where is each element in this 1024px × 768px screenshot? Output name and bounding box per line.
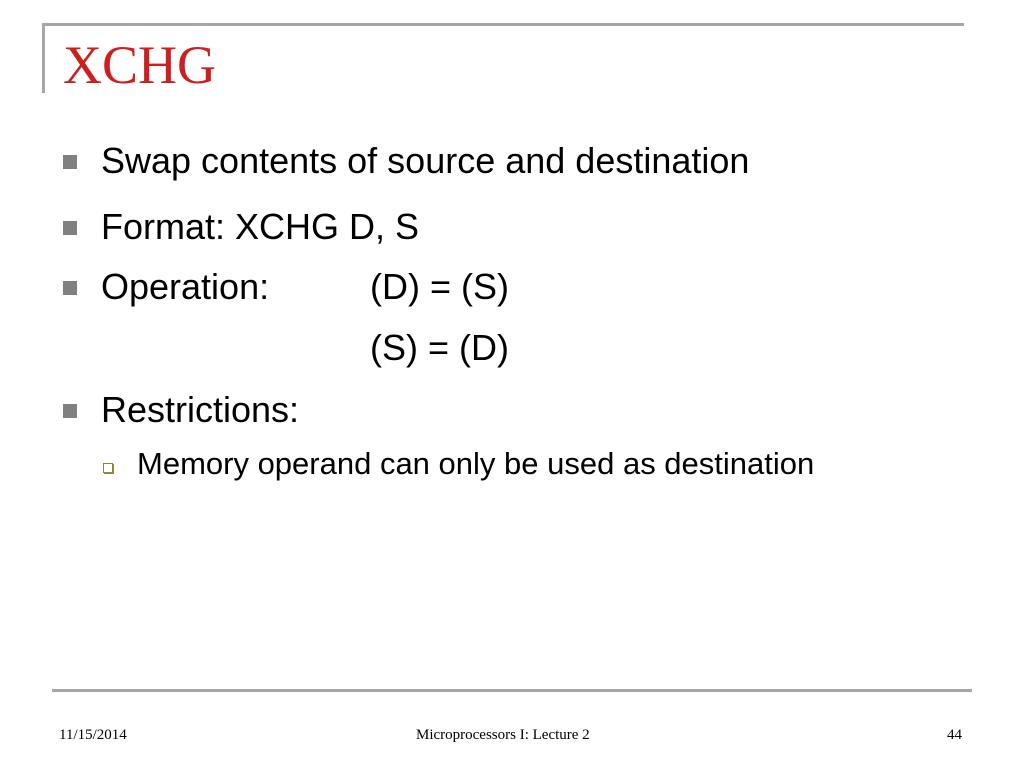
- operation-line-2: (S) = (D): [370, 327, 509, 368]
- bullet-swap-contents: Swap contents of source and destination: [101, 140, 750, 181]
- footer-rule: [52, 689, 972, 692]
- slide-title: XCHG: [63, 35, 217, 95]
- sub-bullet-memory-operand: Memory operand can only be used as destination: [137, 446, 815, 481]
- operation-line-1: (D) = (S): [370, 266, 509, 307]
- square-bullet-icon: [63, 221, 77, 235]
- bullet-operation: Operation:: [101, 266, 270, 307]
- frame-top-rule: [42, 23, 964, 26]
- frame-left-rule: [42, 23, 45, 93]
- footer-page-number: 44: [947, 727, 962, 743]
- square-bullet-icon: [63, 155, 77, 169]
- bullet-format: Format: XCHG D, S: [101, 206, 420, 247]
- square-bullet-icon: [63, 404, 77, 418]
- footer-course-title: Microprocessors I: Lecture 2: [416, 727, 590, 743]
- hollow-square-bullet-icon: [103, 463, 113, 473]
- footer-date: 11/15/2014: [59, 727, 127, 743]
- square-bullet-icon: [63, 281, 77, 295]
- bullet-restrictions: Restrictions:: [101, 389, 300, 430]
